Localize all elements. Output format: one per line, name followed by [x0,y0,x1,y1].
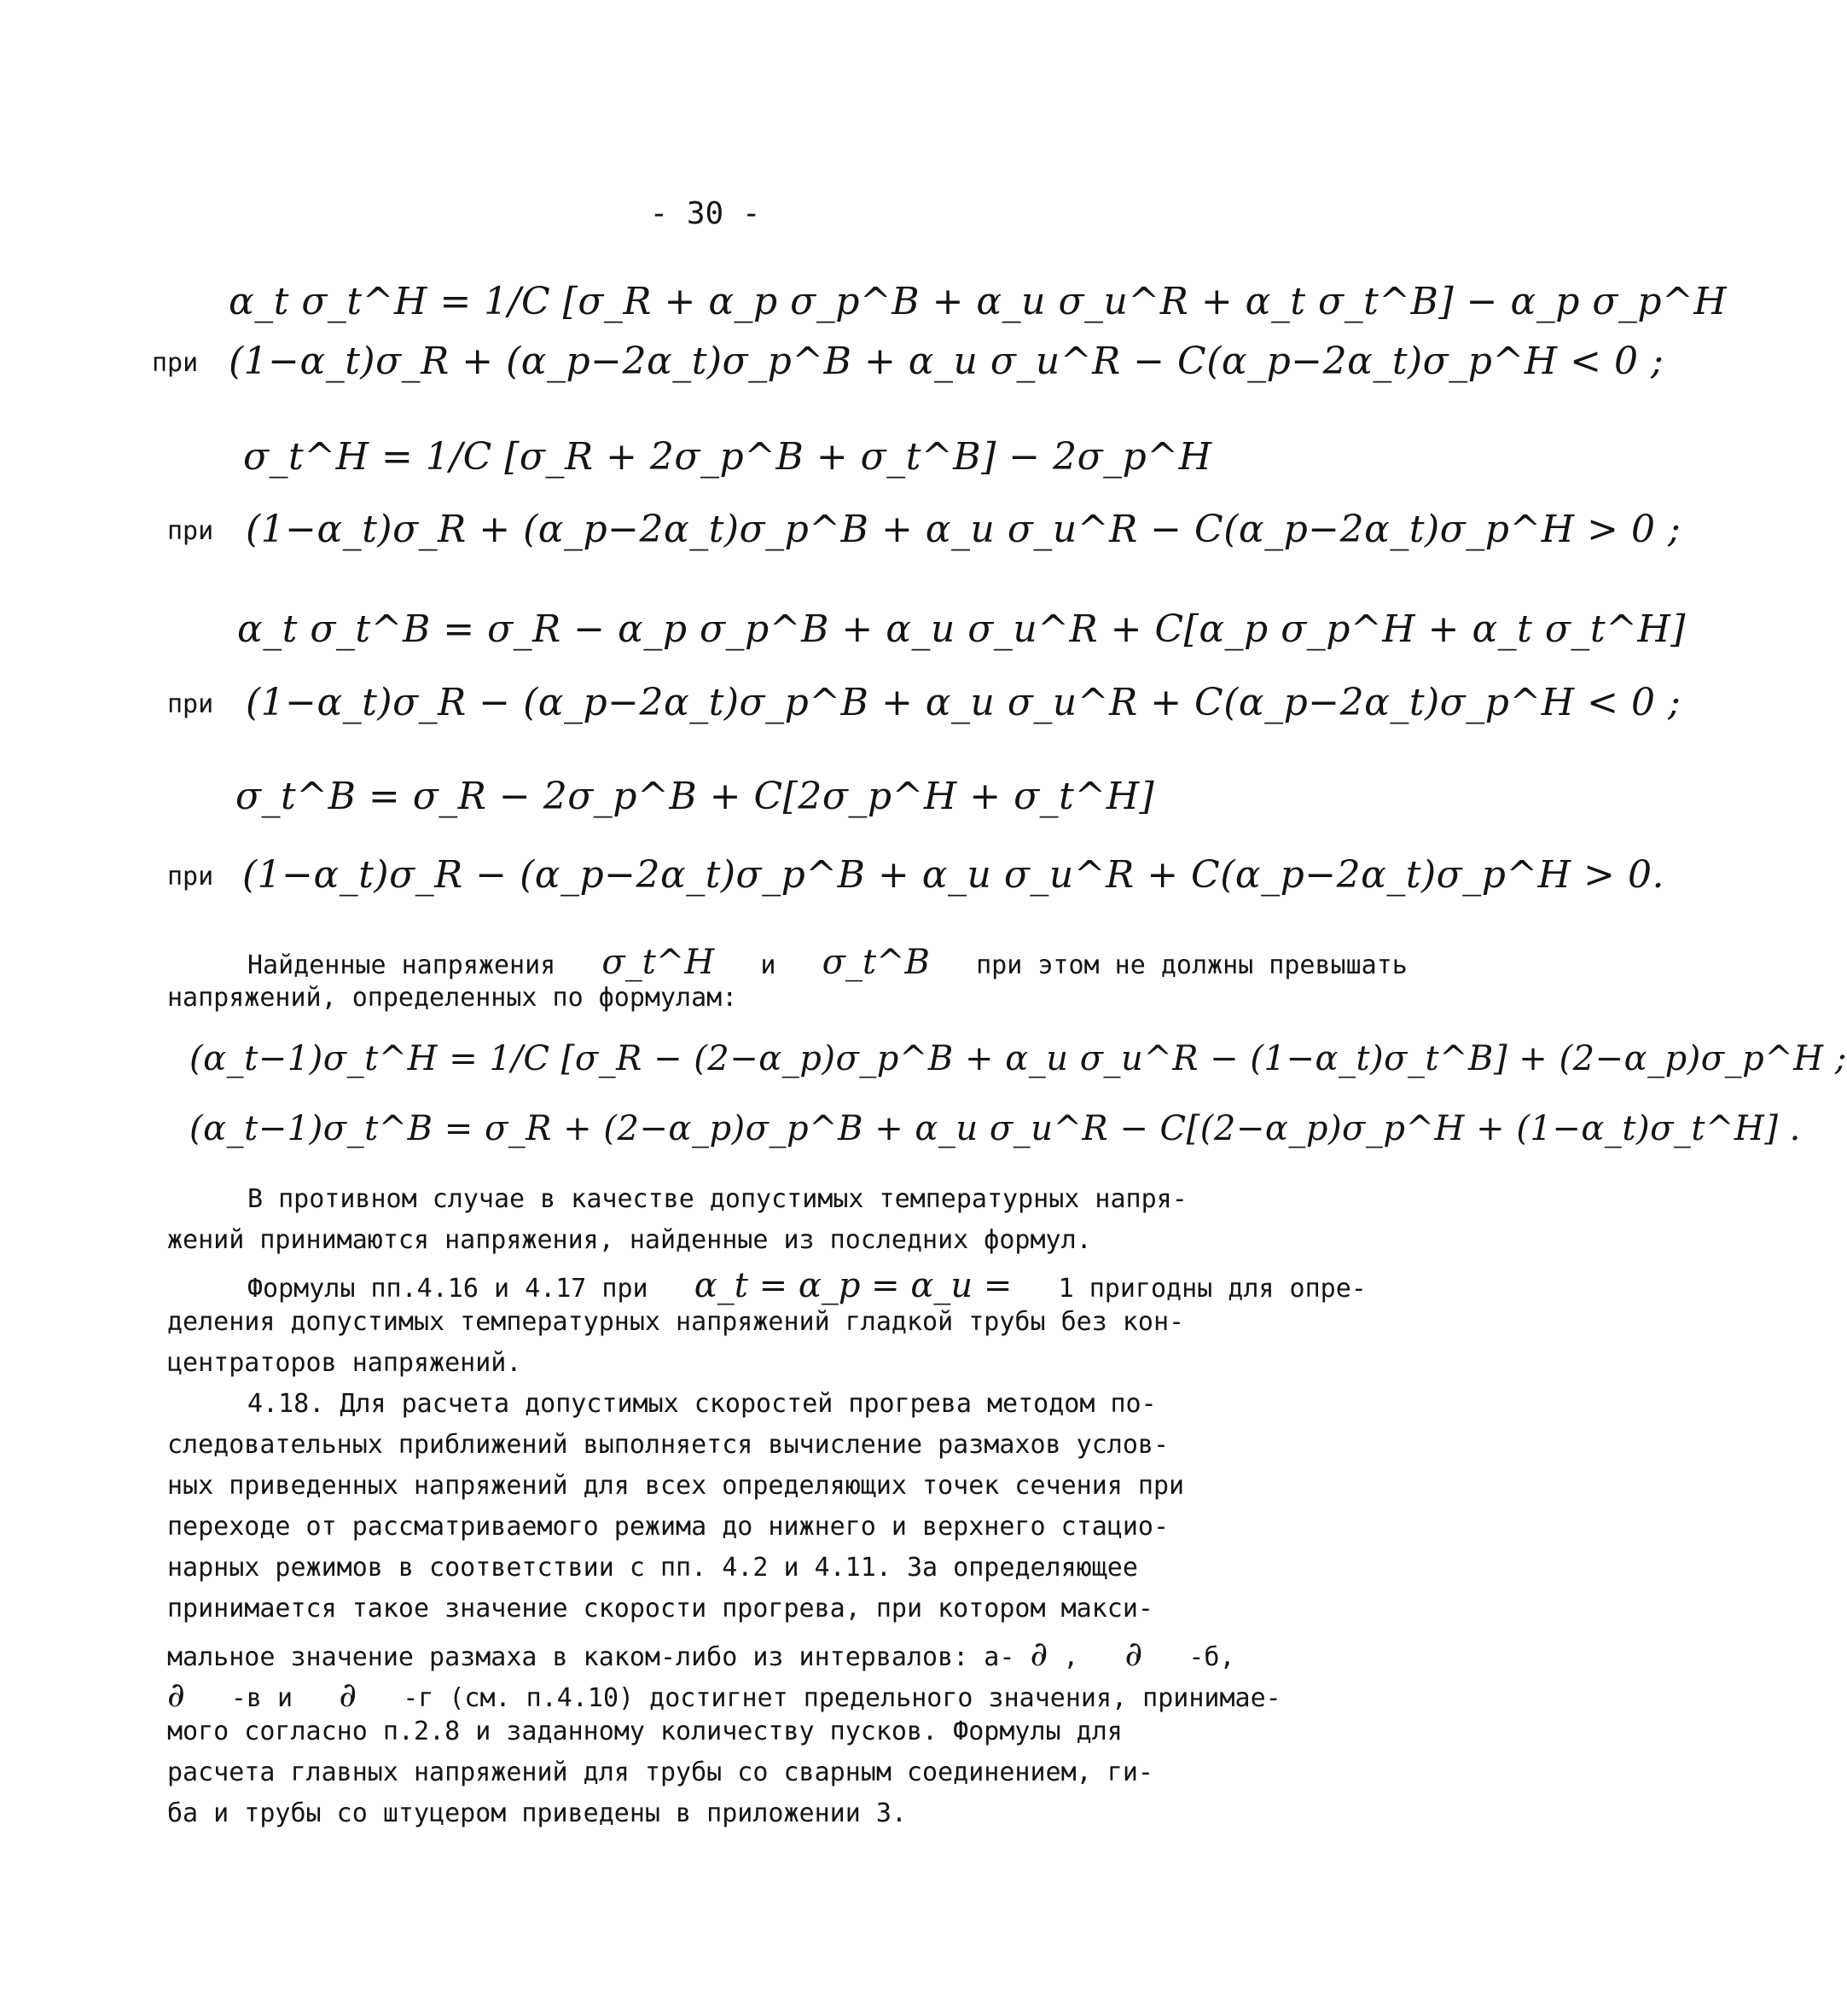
paragraph-4-line-9: мого согласно п.2.8 и заданному количеству пусков. Формулы для [167,1717,1123,1746]
paragraph-1-line-2: напряжений, определенных по формулам: [167,983,738,1013]
paragraph-3-line-2: деления допустимых температурных напряжений гладкой трубы без кон- [167,1307,1185,1337]
alpha-equality-symbol: α_t = α_p = α_и = [694,1266,1013,1305]
partial-symbol: ∂ [1030,1635,1048,1674]
text-segment: , [1063,1642,1079,1672]
text-segment: при этом не должны превышать [976,950,1408,980]
paragraph-2-line-2: жений принимаются напряжения, найденные из последних формул. [167,1225,1092,1255]
partial-symbol: ∂ [1124,1635,1143,1674]
condition-label: при [152,348,199,378]
condition-label: при [167,689,214,719]
formula-5: (α_t−1)σ_t^H = 1/C [σ_R − (2−α_p)σ_p^B + α_и σ_и^R − (1−α_t)σ_t^B] + (2−α_p)σ_p^H ; [189,1039,1847,1078]
text-segment: 1 пригодны для опре- [1058,1274,1367,1304]
paragraph-4-line-8 [167,1676,1281,1715]
formula-4: σ_t^B = σ_R − 2σ_p^B + C[2σ_p^H + σ_t^H] [235,775,1155,818]
paragraph-4-line-1: 4.18. Для расчета допустимых скоростей прогрева методом по- [247,1389,1157,1419]
paragraph-4-line-11: ба и трубы со штуцером приведены в приложении 3. [167,1798,907,1828]
formula-2: σ_t^H = 1/C [σ_R + 2σ_p^B + σ_t^B] − 2σ_p^H [243,435,1212,479]
text-segment: -в и [230,1683,293,1713]
paragraph-4-line-3: ных приведенных напряжений для всех определяющих точек сечения при [167,1471,1185,1501]
condition-formula-3: (1−α_t)σ_R − (α_p−2α_t)σ_p^B + α_и σ_и^R + C(α_p−2α_t)σ_p^H < 0 ; [246,681,1681,724]
formula-1: α_t σ_t^H = 1/C [σ_R + α_p σ_p^B + α_и σ_и^R + α_t σ_t^B] − α_p σ_p^H [229,280,1728,323]
condition-formula-2: (1−α_t)σ_R + (α_p−2α_t)σ_p^B + α_и σ_и^R − C(α_p−2α_t)σ_p^H > 0 ; [246,508,1681,551]
paragraph-4-line-6: принимается такое значение скорости прогрева, при котором макси- [167,1594,1153,1624]
formula-3: α_t σ_t^B = σ_R − α_p σ_p^B + α_и σ_и^R + C[α_p σ_p^H + α_t σ_t^H] [237,607,1686,651]
condition-formula-1: (1−α_t)σ_R + (α_p−2α_t)σ_p^B + α_и σ_и^R − C(α_p−2α_t)σ_p^H < 0 ; [229,340,1664,383]
paragraph-3-line-1 [247,1266,1367,1305]
paragraph-4-line-5: нарных режимов в соответствии с пп. 4.2 и 4.11. За определяющее [167,1553,1138,1583]
text-segment: -г (см. п.4.10) достигнет предельного значения, принимае- [403,1683,1281,1713]
sigma-t-b-symbol: σ_t^B [822,943,930,982]
partial-symbol: ∂ [167,1676,185,1715]
condition-label: при [167,862,214,892]
paragraph-2-line-1: В противном случае в качестве допустимых температурных напря- [247,1184,1188,1214]
partial-symbol: ∂ [339,1676,357,1715]
text-segment: -б, [1188,1642,1235,1672]
paragraph-1-line-1 [247,943,1408,982]
paragraph-4-line-2: следовательных приближений выполняется вычисление размахов услов- [167,1430,1169,1460]
text-segment: мальное значение размаха в каком-либо из интервалов: а- [167,1642,1015,1672]
paragraph-4-line-10: расчета главных напряжений для трубы со сварным соединением, ги- [167,1757,1153,1787]
paragraph-4-line-7 [167,1635,1235,1674]
text-segment: и [760,950,776,980]
paragraph-3-line-3: центраторов напряжений. [167,1348,522,1378]
formula-6: (α_t−1)σ_t^B = σ_R + (2−α_p)σ_p^B + α_и σ_и^R − C[(2−α_p)σ_p^H + (1−α_t)σ_t^H] . [189,1109,1801,1148]
condition-formula-4: (1−α_t)σ_R − (α_p−2α_t)σ_p^B + α_и σ_и^R + C(α_p−2α_t)σ_p^H > 0. [242,853,1664,897]
text-segment: Найденные напряжения [247,950,556,980]
sigma-t-h-symbol: σ_t^H [601,943,715,982]
page-number: - 30 - [649,196,761,231]
condition-label: при [167,516,214,546]
paragraph-4-line-4: переходе от рассматриваемого режима до нижнего и верхнего стацио- [167,1512,1169,1542]
text-segment: Формулы пп.4.16 и 4.17 при [247,1274,648,1304]
